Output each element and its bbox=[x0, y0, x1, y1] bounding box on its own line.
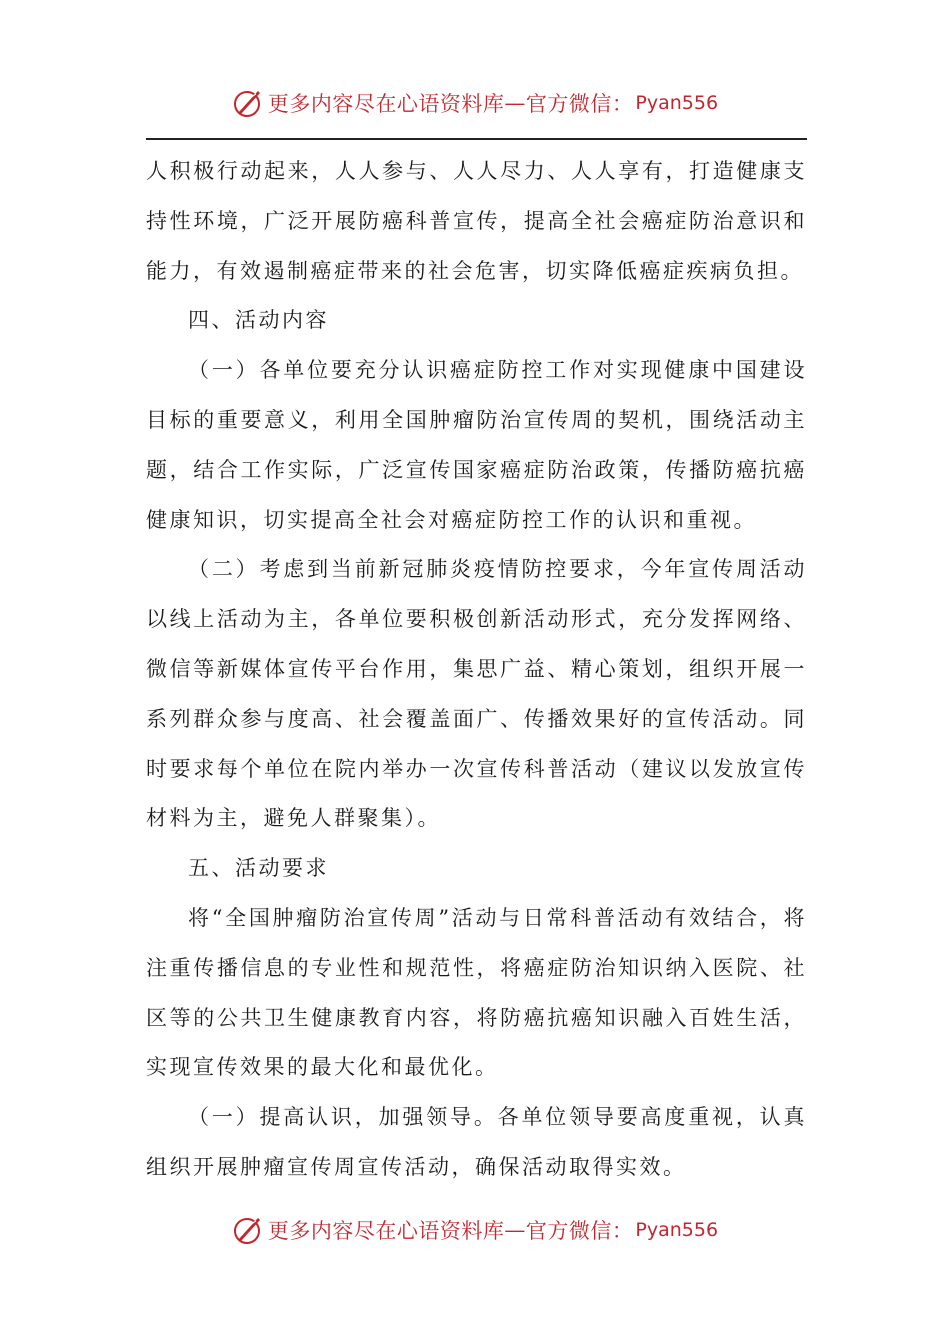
body-paragraph-item-2: （二）考虑到当前新冠肺炎疫情防控要求，今年宣传周活动以线上活动为主，各单位要积极创新活动形式，充分发挥网络、微信等新媒体宣传平台作用，集思广益、精心策划，组织开展一系列群众参与度高、社会覆盖面广、传播效果好的宣传活动。同时要求每个单位在院内举办一次宣传科普活动（建议以发放宣传材料为主，避免人群聚集）。 bbox=[146, 557, 807, 831]
header-brand-text: 更多内容尽在心语资料库 bbox=[267, 92, 505, 116]
footer-brand-text: 更多内容尽在心语资料库 bbox=[267, 1219, 505, 1243]
header-separator: — bbox=[504, 91, 526, 115]
body-paragraph-item-1: （一）各单位要充分认识癌症防控工作对实现健康中国建设目标的重要意义，利用全国肿瘤防治宣传周的契机，围绕活动主题，结合工作实际，广泛宣传国家癌症防治政策，传播防癌抗癌健康知识，切实提高全社会对癌症防控工作的认识和重视。 bbox=[146, 358, 807, 532]
footer-wechat-label: 官方微信： bbox=[525, 1219, 634, 1243]
header-wechat-label: 官方微信： bbox=[525, 92, 634, 116]
section-heading-activity-content: 四、活动内容 bbox=[188, 308, 329, 333]
page-footer-banner bbox=[0, 1210, 950, 1250]
section-heading-activity-requirements: 五、活动要求 bbox=[188, 856, 329, 881]
quill-pen-circle-icon bbox=[232, 87, 264, 119]
footer-wechat-id: Pyan556 bbox=[635, 1219, 719, 1241]
body-paragraph-requirements: 将“全国肿瘤防治宣传周”活动与日常科普活动有效结合，将注重传播信息的专业性和规范性，将癌症防治知识纳入医院、社区等的公共卫生健康教育内容，将防癌抗癌知识融入百姓生活，实现宣传效果的最大化和最优化。 bbox=[146, 905, 807, 1080]
header-divider bbox=[146, 138, 807, 140]
document-body bbox=[146, 147, 807, 1193]
body-paragraph-continuation: 人积极行动起来，人人参与、人人尽力、人人享有，打造健康支持性环境，广泛开展防癌科普宣传，提高全社会癌症防治意识和能力，有效遏制癌症带来的社会危害，切实降低癌症疾病负担。 bbox=[146, 159, 807, 283]
body-paragraph-requirement-1: （一）提高认识，加强领导。各单位领导要高度重视，认真组织开展肿瘤宣传周宣传活动，确保活动取得实效。 bbox=[146, 1105, 807, 1179]
page-header-banner bbox=[0, 83, 950, 123]
header-wechat-id: Pyan556 bbox=[635, 92, 719, 114]
quill-pen-circle-icon bbox=[232, 1214, 264, 1246]
footer-separator: — bbox=[504, 1218, 526, 1242]
